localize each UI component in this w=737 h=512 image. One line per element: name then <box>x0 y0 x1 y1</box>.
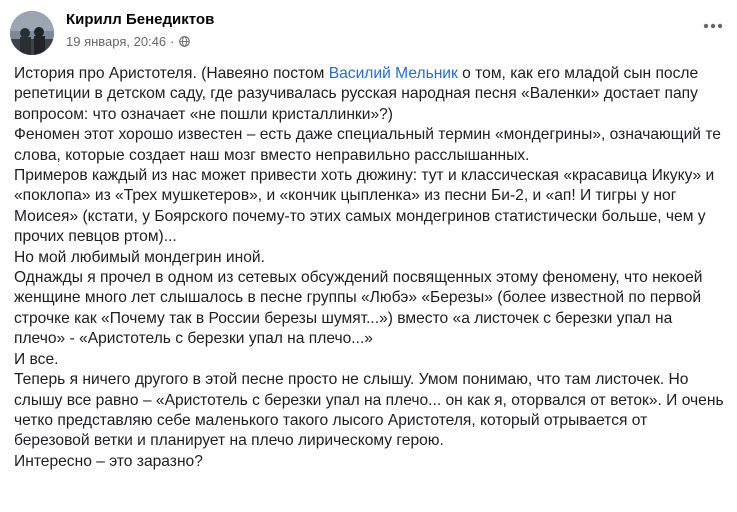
meta-separator: · <box>170 34 175 49</box>
post-paragraph-2: Феномен этот хорошо известен – есть даже специальный термин «мондегрины», означающий те слова, которые создает наш мозг вместо неправильно расслышанных. <box>14 126 721 164</box>
more-icon <box>703 23 723 29</box>
globe-icon[interactable] <box>179 36 190 47</box>
post-paragraph-6: И все. <box>14 350 59 368</box>
post-meta <box>66 34 190 49</box>
post-paragraph-7: Теперь я ничего другого в этой песне просто не слышу. Умом понимаю, что там листочек. Но слышу все равно – «Аристотель с березки упал на плечо... он как я, оторвался от веток». И очень четко представляю себе маленького такого лысого Аристотеля, который отрывается от березовой ветки и планирует на плечо лирическому герою. <box>14 371 724 450</box>
post-paragraph-5: Однажды я прочел в одном из сетевых обсуждений посвященных этому феномену, что некоей женщине много лет слышалось в песне группы «Любэ» «Березы» (более известной по первой строчке как «Почему так в России березы шумят...») вместо «а листочек с березки упал на плечо» - «Аристотель с березки упал на плечо...» <box>14 269 703 348</box>
post-header <box>10 8 727 58</box>
post-paragraph-4: Но мой любимый мондегрин иной. <box>14 248 265 266</box>
mention-link[interactable]: Василий Мельник <box>328 65 458 82</box>
more-options-button[interactable] <box>699 12 727 40</box>
post-timestamp[interactable]: 19 января, 20:46 <box>66 34 167 49</box>
post-paragraph-8: Интересно – это заразно? <box>14 452 203 470</box>
avatar-photo-icon <box>10 11 54 55</box>
post-body <box>14 64 726 472</box>
post-paragraph-1: История про Аристотеля. (Навеяно постом Василий Мельник о том, как его младой сын после репетиции в детском саду, где разучивалась русская народная песня «Валенки» достает папу вопросом: что означает «не пошли кристаллинки»?) <box>14 65 699 123</box>
post-paragraph-3: Примеров каждый из нас может привести хоть дюжину: тут и классическая «красавица Икуку» и «поклопа» из «Трех мушкетеров», и «кончик цыпленка» из песни Би-2, и «ап! И тигры у ног Моисея» (кстати, у Боярского почему-то этих самых мондегринов статистически больше, чем у прочих певцов ртом)... <box>14 167 715 246</box>
author-avatar[interactable] <box>10 11 54 55</box>
author-name[interactable]: Кирилл Бенедиктов <box>66 11 215 28</box>
